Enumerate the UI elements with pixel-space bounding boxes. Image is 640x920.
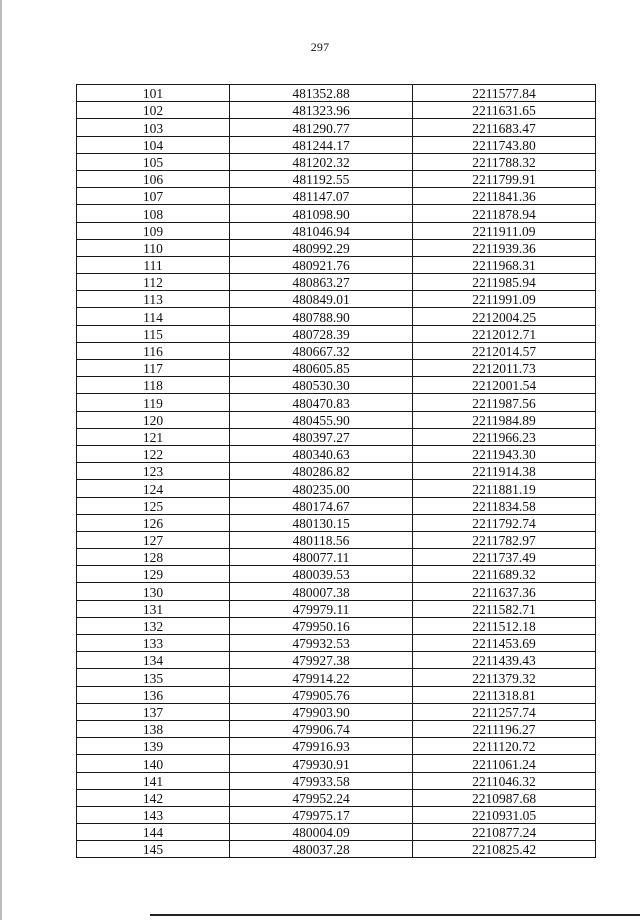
y-coordinate-cell: 2211637.36 (413, 583, 596, 600)
x-coordinate-cell: 480174.67 (230, 497, 413, 514)
point-number-cell: 131 (77, 600, 230, 617)
x-coordinate-cell: 479903.90 (230, 703, 413, 720)
table-row (77, 703, 596, 720)
x-coordinate-cell: 480992.29 (230, 239, 413, 256)
table-row (77, 755, 596, 772)
point-number-cell: 142 (77, 789, 230, 806)
point-number-cell: 115 (77, 325, 230, 342)
y-coordinate-cell: 2211914.38 (413, 463, 596, 480)
x-coordinate-cell: 479975.17 (230, 806, 413, 823)
x-coordinate-cell: 481147.07 (230, 188, 413, 205)
x-coordinate-cell: 479905.76 (230, 686, 413, 703)
point-number-cell: 110 (77, 239, 230, 256)
table-row (77, 394, 596, 411)
point-number-cell: 132 (77, 617, 230, 634)
point-number-cell: 125 (77, 497, 230, 514)
y-coordinate-cell: 2211782.97 (413, 531, 596, 548)
x-coordinate-cell: 480849.01 (230, 291, 413, 308)
point-number-cell: 141 (77, 772, 230, 789)
x-coordinate-cell: 480921.76 (230, 256, 413, 273)
x-coordinate-cell: 481192.55 (230, 170, 413, 187)
y-coordinate-cell: 2212014.57 (413, 342, 596, 359)
table-row (77, 497, 596, 514)
y-coordinate-cell: 2211512.18 (413, 617, 596, 634)
y-coordinate-cell: 2211631.65 (413, 102, 596, 119)
y-coordinate-cell: 2211991.09 (413, 291, 596, 308)
table-row (77, 824, 596, 841)
table-row (77, 411, 596, 428)
point-number-cell: 104 (77, 136, 230, 153)
y-coordinate-cell: 2211743.80 (413, 136, 596, 153)
point-number-cell: 130 (77, 583, 230, 600)
x-coordinate-cell: 480863.27 (230, 274, 413, 291)
point-number-cell: 105 (77, 153, 230, 170)
y-coordinate-cell: 2211196.27 (413, 720, 596, 737)
table-row (77, 153, 596, 170)
x-coordinate-cell: 479916.93 (230, 738, 413, 755)
x-coordinate-cell: 479932.53 (230, 635, 413, 652)
y-coordinate-cell: 2212001.54 (413, 377, 596, 394)
point-number-cell: 113 (77, 291, 230, 308)
y-coordinate-cell: 2211577.84 (413, 85, 596, 102)
table-row (77, 136, 596, 153)
point-number-cell: 140 (77, 755, 230, 772)
table-row (77, 256, 596, 273)
table-row (77, 222, 596, 239)
table-row (77, 617, 596, 634)
x-coordinate-cell: 479933.58 (230, 772, 413, 789)
point-number-cell: 135 (77, 669, 230, 686)
point-number-cell: 120 (77, 411, 230, 428)
x-coordinate-cell: 481046.94 (230, 222, 413, 239)
x-coordinate-cell: 479979.11 (230, 600, 413, 617)
y-coordinate-cell: 2211939.36 (413, 239, 596, 256)
coordinates-table-body (77, 85, 596, 858)
y-coordinate-cell: 2211439.43 (413, 652, 596, 669)
x-coordinate-cell: 479950.16 (230, 617, 413, 634)
y-coordinate-cell: 2210987.68 (413, 789, 596, 806)
y-coordinate-cell: 2211683.47 (413, 119, 596, 136)
y-coordinate-cell: 2211257.74 (413, 703, 596, 720)
table-row (77, 531, 596, 548)
x-coordinate-cell: 480397.27 (230, 428, 413, 445)
x-coordinate-cell: 480130.15 (230, 514, 413, 531)
x-coordinate-cell: 480007.38 (230, 583, 413, 600)
table-row (77, 377, 596, 394)
point-number-cell: 118 (77, 377, 230, 394)
point-number-cell: 145 (77, 841, 230, 858)
table-row (77, 720, 596, 737)
table-row (77, 102, 596, 119)
table-row (77, 566, 596, 583)
table-row (77, 652, 596, 669)
table-row (77, 445, 596, 462)
x-coordinate-cell: 481244.17 (230, 136, 413, 153)
point-number-cell: 112 (77, 274, 230, 291)
y-coordinate-cell: 2211046.32 (413, 772, 596, 789)
table-row (77, 428, 596, 445)
x-coordinate-cell: 480455.90 (230, 411, 413, 428)
x-coordinate-cell: 480039.53 (230, 566, 413, 583)
table-row (77, 806, 596, 823)
table-row (77, 308, 596, 325)
point-number-cell: 116 (77, 342, 230, 359)
table-row (77, 600, 596, 617)
x-coordinate-cell: 480235.00 (230, 480, 413, 497)
x-coordinate-cell: 480340.63 (230, 445, 413, 462)
point-number-cell: 134 (77, 652, 230, 669)
x-coordinate-cell: 480004.09 (230, 824, 413, 841)
point-number-cell: 143 (77, 806, 230, 823)
y-coordinate-cell: 2210931.05 (413, 806, 596, 823)
x-coordinate-cell: 480530.30 (230, 377, 413, 394)
point-number-cell: 129 (77, 566, 230, 583)
table-row (77, 274, 596, 291)
point-number-cell: 121 (77, 428, 230, 445)
y-coordinate-cell: 2211834.58 (413, 497, 596, 514)
table-row (77, 772, 596, 789)
table-row (77, 463, 596, 480)
table-row (77, 480, 596, 497)
x-coordinate-cell: 480077.11 (230, 549, 413, 566)
point-number-cell: 126 (77, 514, 230, 531)
y-coordinate-cell: 2211788.32 (413, 153, 596, 170)
point-number-cell: 128 (77, 549, 230, 566)
x-coordinate-cell: 480286.82 (230, 463, 413, 480)
x-coordinate-cell: 481202.32 (230, 153, 413, 170)
y-coordinate-cell: 2211120.72 (413, 738, 596, 755)
x-coordinate-cell: 480470.83 (230, 394, 413, 411)
table-row (77, 789, 596, 806)
table-row (77, 514, 596, 531)
y-coordinate-cell: 2211878.94 (413, 205, 596, 222)
table-row (77, 342, 596, 359)
y-coordinate-cell: 2211881.19 (413, 480, 596, 497)
table-row (77, 841, 596, 858)
point-number-cell: 114 (77, 308, 230, 325)
point-number-cell: 111 (77, 256, 230, 273)
point-number-cell: 124 (77, 480, 230, 497)
point-number-cell: 117 (77, 360, 230, 377)
bottom-rule (150, 914, 640, 916)
y-coordinate-cell: 2211799.91 (413, 170, 596, 187)
point-number-cell: 101 (77, 85, 230, 102)
x-coordinate-cell: 481323.96 (230, 102, 413, 119)
x-coordinate-cell: 479914.22 (230, 669, 413, 686)
x-coordinate-cell: 481352.88 (230, 85, 413, 102)
x-coordinate-cell: 480605.85 (230, 360, 413, 377)
x-coordinate-cell: 481290.77 (230, 119, 413, 136)
x-coordinate-cell: 479930.91 (230, 755, 413, 772)
y-coordinate-cell: 2211689.32 (413, 566, 596, 583)
point-number-cell: 144 (77, 824, 230, 841)
table-row (77, 686, 596, 703)
table-row (77, 549, 596, 566)
table-row (77, 239, 596, 256)
y-coordinate-cell: 2211943.30 (413, 445, 596, 462)
coordinates-table (76, 84, 596, 858)
table-row (77, 119, 596, 136)
y-coordinate-cell: 2211453.69 (413, 635, 596, 652)
table-row (77, 583, 596, 600)
x-coordinate-cell: 480118.56 (230, 531, 413, 548)
x-coordinate-cell: 480728.39 (230, 325, 413, 342)
table-row (77, 85, 596, 102)
y-coordinate-cell: 2211379.32 (413, 669, 596, 686)
table-row (77, 635, 596, 652)
y-coordinate-cell: 2211911.09 (413, 222, 596, 239)
y-coordinate-cell: 2212012.71 (413, 325, 596, 342)
y-coordinate-cell: 2210825.42 (413, 841, 596, 858)
point-number-cell: 109 (77, 222, 230, 239)
y-coordinate-cell: 2211737.49 (413, 549, 596, 566)
y-coordinate-cell: 2211968.31 (413, 256, 596, 273)
table-row (77, 170, 596, 187)
point-number-cell: 137 (77, 703, 230, 720)
point-number-cell: 106 (77, 170, 230, 187)
page-edge-line (0, 0, 2, 920)
point-number-cell: 123 (77, 463, 230, 480)
x-coordinate-cell: 479952.24 (230, 789, 413, 806)
point-number-cell: 102 (77, 102, 230, 119)
y-coordinate-cell: 2211985.94 (413, 274, 596, 291)
page-number: 297 (310, 40, 330, 54)
y-coordinate-cell: 2211966.23 (413, 428, 596, 445)
x-coordinate-cell: 481098.90 (230, 205, 413, 222)
y-coordinate-cell: 2211061.24 (413, 755, 596, 772)
point-number-cell: 122 (77, 445, 230, 462)
table-row (77, 360, 596, 377)
point-number-cell: 127 (77, 531, 230, 548)
point-number-cell: 138 (77, 720, 230, 737)
point-number-cell: 136 (77, 686, 230, 703)
table-row (77, 738, 596, 755)
y-coordinate-cell: 2212004.25 (413, 308, 596, 325)
point-number-cell: 139 (77, 738, 230, 755)
point-number-cell: 108 (77, 205, 230, 222)
y-coordinate-cell: 2211792.74 (413, 514, 596, 531)
table-row (77, 669, 596, 686)
point-number-cell: 103 (77, 119, 230, 136)
y-coordinate-cell: 2211318.81 (413, 686, 596, 703)
x-coordinate-cell: 479906.74 (230, 720, 413, 737)
table-row (77, 205, 596, 222)
y-coordinate-cell: 2211841.36 (413, 188, 596, 205)
x-coordinate-cell: 480037.28 (230, 841, 413, 858)
y-coordinate-cell: 2212011.73 (413, 360, 596, 377)
x-coordinate-cell: 480788.90 (230, 308, 413, 325)
y-coordinate-cell: 2210877.24 (413, 824, 596, 841)
y-coordinate-cell: 2211984.89 (413, 411, 596, 428)
x-coordinate-cell: 479927.38 (230, 652, 413, 669)
point-number-cell: 133 (77, 635, 230, 652)
y-coordinate-cell: 2211987.56 (413, 394, 596, 411)
table-row (77, 291, 596, 308)
point-number-cell: 107 (77, 188, 230, 205)
x-coordinate-cell: 480667.32 (230, 342, 413, 359)
table-row (77, 325, 596, 342)
table-row (77, 188, 596, 205)
point-number-cell: 119 (77, 394, 230, 411)
y-coordinate-cell: 2211582.71 (413, 600, 596, 617)
